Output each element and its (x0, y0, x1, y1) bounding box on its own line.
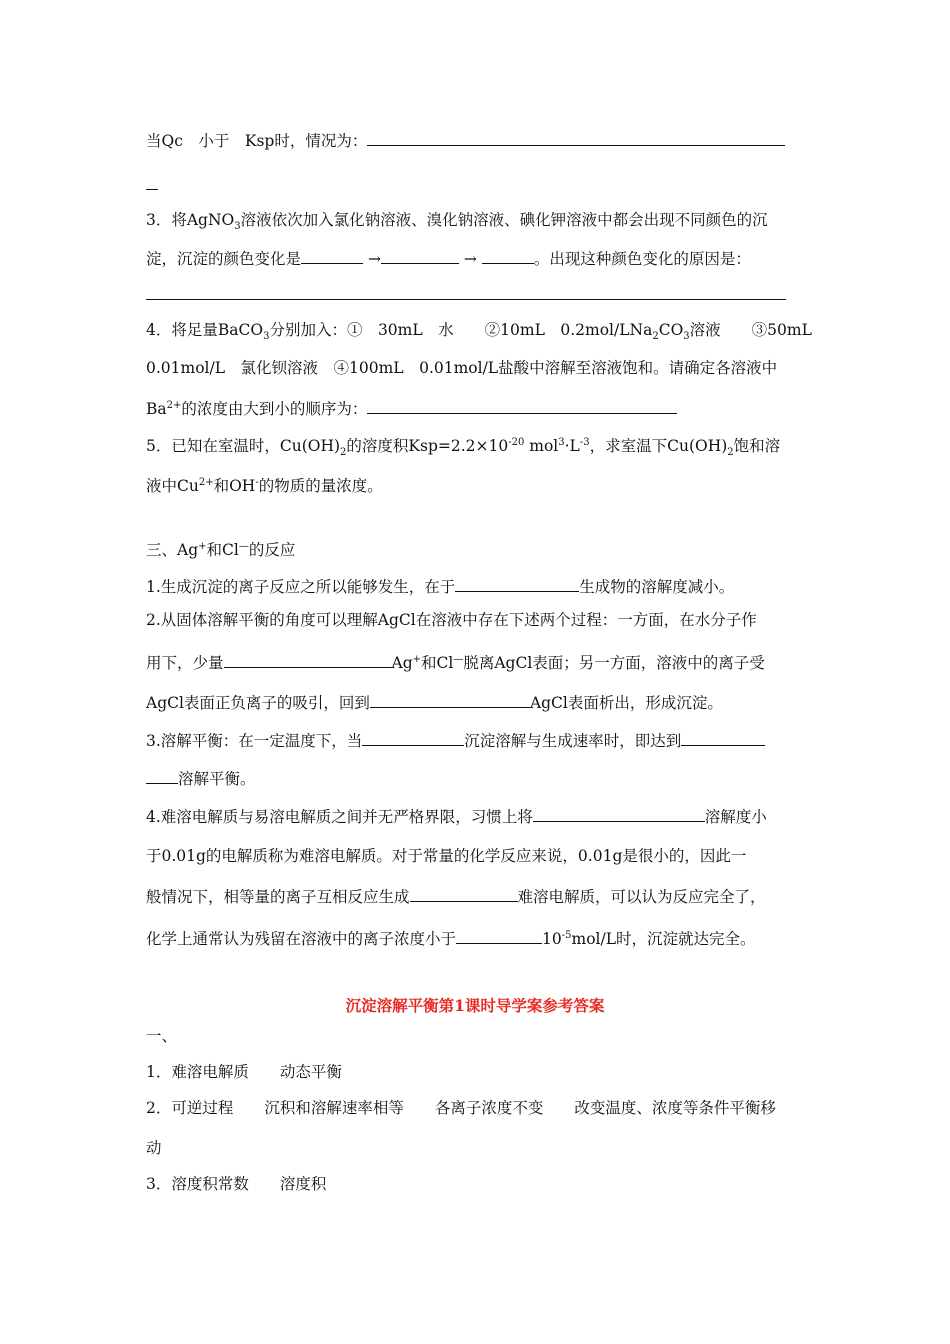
blank[interactable] (681, 730, 765, 746)
q4-line-2 (146, 358, 777, 378)
superscript: — (238, 540, 249, 552)
q5-text: ，求室温下Cu(OH) (589, 437, 728, 455)
q5-text: 的溶度积Ksp=2.2×10 (346, 437, 509, 455)
s3-text: 1.生成沉淀的离子反应之所以能够发生，在于 (146, 578, 456, 596)
s3-item-4-line-2 (146, 846, 746, 866)
s3-item-4-line-3 (146, 886, 766, 907)
q3-text: 。出现这种颜色变化的原因是： (533, 250, 751, 268)
q4-text: 溶液 ③50mL (689, 321, 812, 339)
q5-text: 饱和溶 (733, 437, 781, 455)
q5-text: mol (524, 437, 559, 455)
s3-text: AgCl表面正负离子的吸引，回到 (146, 694, 370, 712)
s3-text: Ag (391, 654, 413, 672)
q4-text: 的浓度由大到小的顺序为： (181, 400, 368, 418)
s3-item-2-line-1 (146, 610, 757, 630)
q4-text: Ba (146, 400, 167, 418)
s3-text: 溶解度小 (704, 808, 767, 826)
s3-text: 用下，少量 (146, 654, 224, 672)
q3-text: 溶液依次加入氯化钠溶液、溴化钠溶液、碘化钾溶液中都会出现不同颜色的沉 (240, 211, 768, 229)
q3-line-2 (146, 248, 751, 269)
q2-tail-text: 当Qc 小于 Ksp时，情况为： (146, 132, 368, 150)
q3-line-1 (146, 210, 768, 233)
heading-text: 三、Ag (146, 541, 199, 559)
subscript: 2 (340, 447, 347, 459)
superscript: -20 (508, 436, 525, 448)
blank[interactable] (381, 248, 459, 264)
s3-text: 于0.01g的电解质称为难溶电解质。对于常量的化学反应来说，0.01g是很小的，因此一 (146, 847, 747, 865)
subscript: 3 (263, 331, 270, 343)
blank[interactable] (224, 652, 392, 668)
q2-tail-line-2 (146, 174, 158, 195)
blank[interactable] (482, 248, 534, 264)
q3-line-3 (146, 284, 786, 305)
q5-line-1 (146, 436, 781, 459)
subscript: 3 (234, 221, 241, 233)
superscript: + (412, 653, 422, 665)
q4-text: 0.01mol/L 氯化钡溶液 ④100mL 0.01mol/L盐酸中溶解至溶液饱和。请确定各溶液中 (146, 359, 778, 377)
blank[interactable] (301, 248, 363, 264)
q4-text: 分别加入：① 30mL 水 ②10mL 0.2mol/LNa (269, 321, 653, 339)
answer-2-line-2: 动 (146, 1139, 162, 1157)
q5-text: 和OH (213, 477, 256, 495)
answer-1: 1．难溶电解质 动态平衡 (146, 1063, 342, 1081)
blank[interactable] (146, 768, 178, 784)
q5-text: 液中Cu (146, 477, 199, 495)
arrow-icon: → (367, 250, 381, 268)
q2-tail-line (146, 130, 785, 151)
blank[interactable] (367, 130, 785, 146)
blank[interactable] (455, 576, 579, 592)
q5-text: 的物质的量浓度。 (258, 477, 383, 495)
s3-item-4-line-4 (146, 928, 756, 949)
s3-text: 10 (542, 930, 562, 948)
s3-item-4-line-1 (146, 806, 767, 827)
s3-text: 沉淀溶解与生成速率时，即达到 (464, 732, 682, 750)
superscript: 2+ (198, 476, 214, 488)
answer-2-line-1: 2．可逆过程 沉积和溶解速率相等 各离子浓度不变 改变温度、浓度等条件平衡移 (146, 1099, 776, 1117)
subscript: 2 (652, 331, 659, 343)
superscript: 2+ (166, 399, 182, 411)
s3-text: 般情况下，相等量的离子互相反应生成 (146, 888, 410, 906)
s3-item-1 (146, 576, 734, 597)
superscript: — (453, 653, 464, 665)
s3-text: 难溶电解质，可以认为反应完全了， (517, 888, 766, 906)
s3-item-2-line-3 (146, 692, 723, 713)
blank[interactable] (410, 886, 518, 902)
q3-text: 3．将AgNO (146, 211, 235, 229)
superscript: 3 (558, 436, 565, 448)
s3-text: 2.从固体溶解平衡的角度可以理解AgCl在溶液中存在下述两个过程：一方面，在水分子作 (146, 611, 757, 629)
s3-text: 溶解平衡。 (178, 770, 256, 788)
blank[interactable] (456, 928, 542, 944)
subscript: 2 (727, 447, 734, 459)
answer-3: 3．溶度积常数 溶度积 (146, 1175, 327, 1193)
s3-text: 化学上通常认为残留在溶液中的离子浓度小于 (146, 930, 457, 948)
q4-text: 4．将足量BaCO (146, 321, 264, 339)
superscript: - (255, 476, 259, 488)
blank[interactable] (362, 730, 464, 746)
heading-text: 和Cl (206, 541, 239, 559)
answer-part-1: 一、 (146, 1027, 178, 1045)
blank[interactable] (367, 398, 677, 414)
superscript: + (198, 540, 207, 552)
s3-text: AgCl表面析出，形成沉淀。 (529, 694, 723, 712)
superscript: -5 (561, 929, 572, 941)
s3-item-3-line-1 (146, 730, 765, 751)
section-3-heading (146, 540, 295, 560)
blank[interactable] (146, 284, 786, 300)
s3-text: 脱离AgCl表面；另一方面，溶液中的离子受 (463, 654, 765, 672)
superscript: -3 (579, 436, 590, 448)
q4-text: CO (658, 321, 684, 339)
q3-text: 淀，沉淀的颜色变化是 (146, 250, 302, 268)
blank[interactable] (370, 692, 530, 708)
s3-text: 4.难溶电解质与易溶电解质之间并无严格界限，习惯上将 (146, 808, 533, 826)
subscript: 3 (683, 331, 690, 343)
q5-text: 5．已知在室温时，Cu(OH) (146, 437, 341, 455)
s3-text: 和Cl (421, 654, 454, 672)
arrow-icon: → (463, 250, 477, 268)
blank[interactable] (533, 806, 705, 822)
s3-item-3-line-2 (146, 768, 256, 789)
s3-text: 生成物的溶解度减小。 (579, 578, 735, 596)
q5-line-2 (146, 476, 383, 496)
heading-text: 的反应 (248, 541, 296, 559)
s3-text: mol/L时，沉淀就达完全。 (571, 930, 756, 948)
q5-text: ·L (564, 437, 580, 455)
answer-title: 沉淀溶解平衡第1课时导学案参考答案 (345, 996, 605, 1015)
s3-text: 3.溶解平衡：在一定温度下，当 (146, 732, 363, 750)
blank[interactable] (146, 174, 158, 190)
q4-line-1 (146, 320, 812, 343)
s3-item-2-line-2 (146, 652, 765, 673)
q4-line-3 (146, 398, 677, 419)
